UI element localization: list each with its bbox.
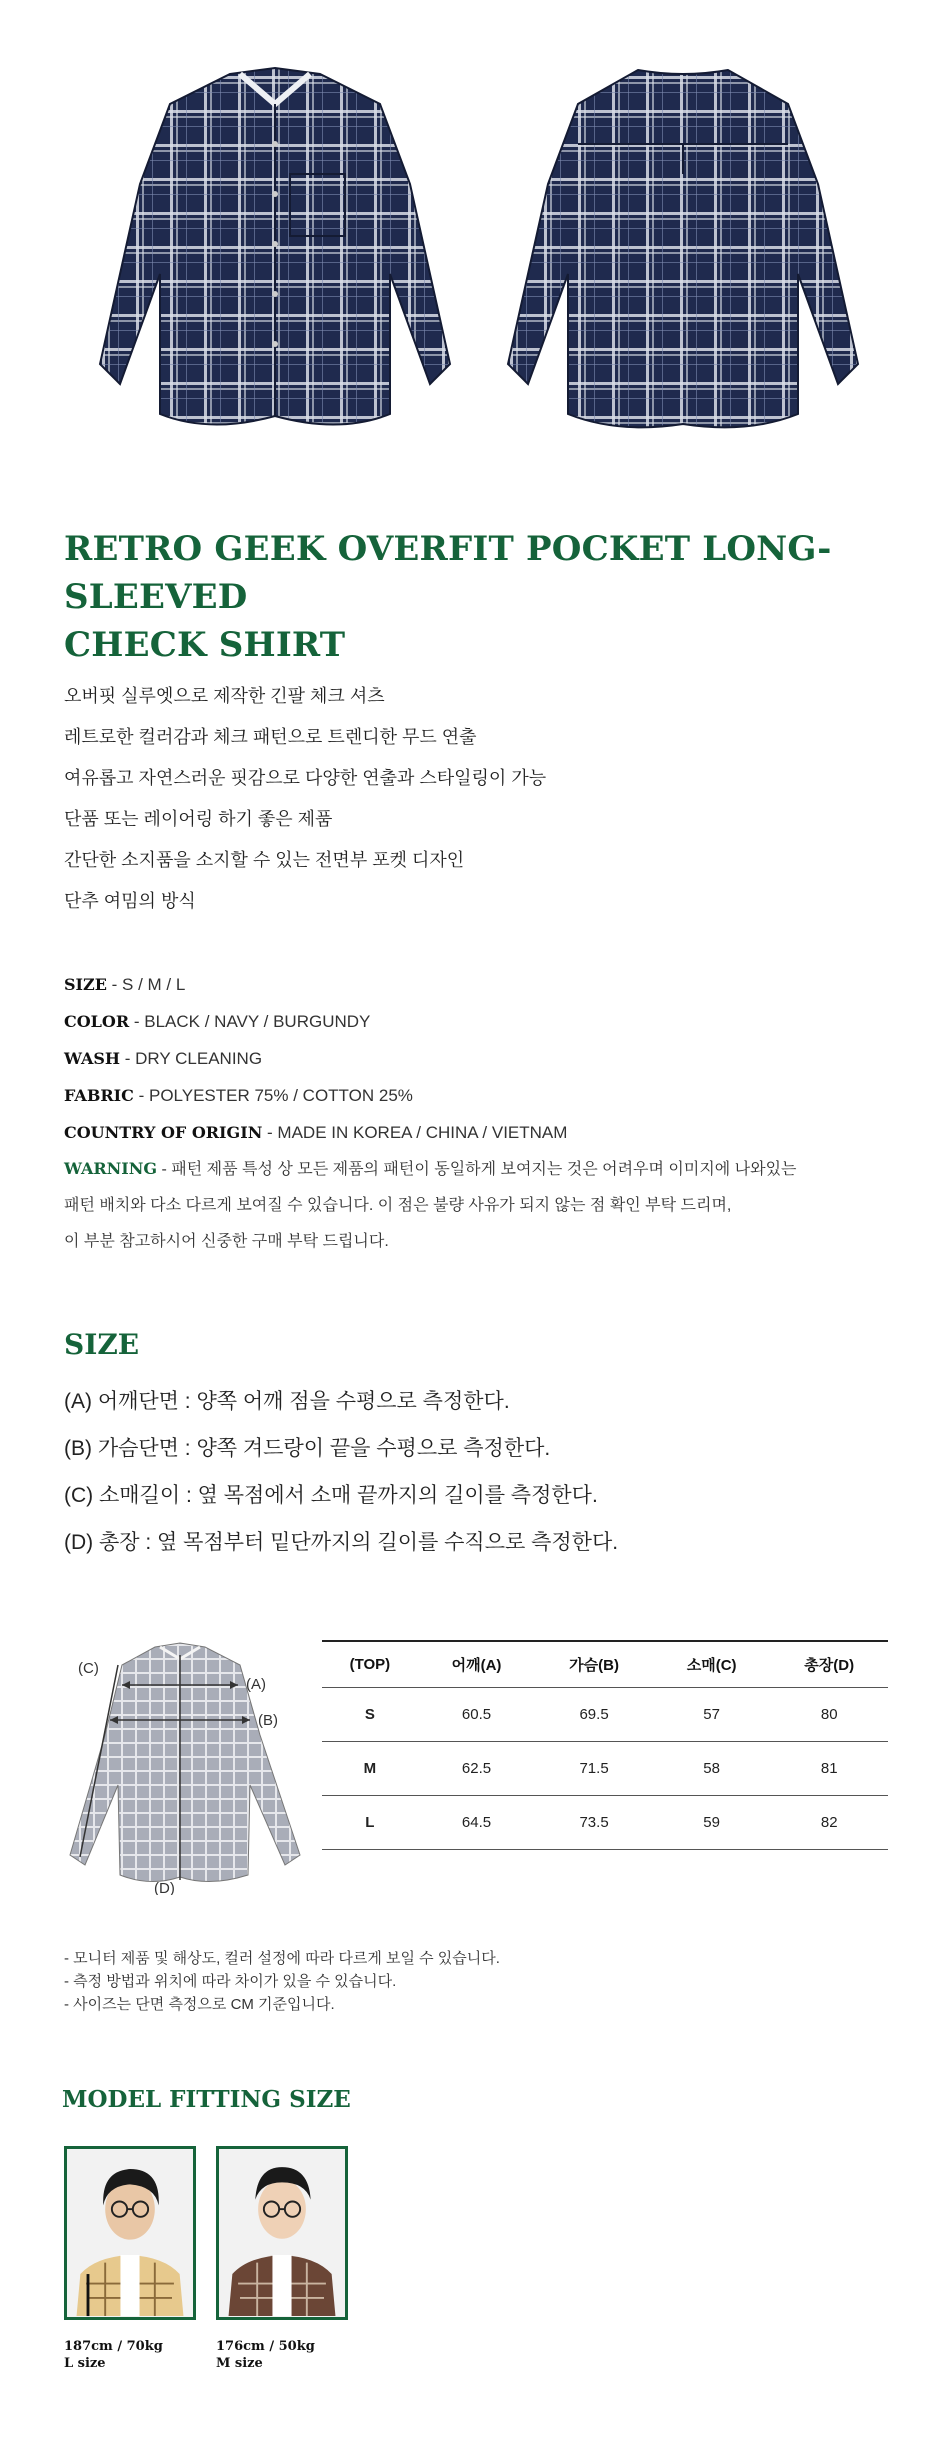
table-cell: 64.5 <box>418 1795 536 1849</box>
description-line: 간단한 소지품을 소지할 수 있는 전면부 포켓 디자인 <box>64 850 465 870</box>
product-title-line2: CHECK SHIRT <box>64 625 346 665</box>
table-header-cell: 가슴(B) <box>535 1641 653 1687</box>
model-1-size: L size <box>64 2356 106 2371</box>
diagram-label-a: (A) <box>246 1676 266 1693</box>
model-photo-1 <box>64 2146 196 2320</box>
spec-key: FABRIC <box>64 1086 134 1105</box>
spec-key: COUNTRY OF ORIGIN <box>64 1123 263 1142</box>
table-cell-size: L <box>322 1795 418 1849</box>
table-row <box>322 1687 888 1741</box>
spec-value: S / M / L <box>122 975 186 994</box>
spec-value: POLYESTER 75% / COTTON 25% <box>148 1086 413 1105</box>
table-cell: 62.5 <box>418 1741 536 1795</box>
spec-value: BLACK / NAVY / BURGUNDY <box>144 1012 371 1031</box>
description-line: 레트로한 컬러감과 체크 패턴으로 트렌디한 무드 연출 <box>64 727 477 747</box>
diagram-label-c: (C) <box>78 1660 99 1677</box>
model-2-image <box>219 2149 345 2317</box>
size-table <box>322 1640 888 1850</box>
note-line: - 사이즈는 단면 측정으로 CM 기준입니다. <box>64 1996 335 2013</box>
table-header-cell: 어깨(A) <box>418 1641 536 1687</box>
model-2-stats: 176cm / 50kg <box>216 2339 315 2354</box>
spec-value: MADE IN KOREA / CHINA / VIETNAM <box>277 1123 568 1142</box>
table-header-cell: (TOP) <box>322 1641 418 1687</box>
product-description <box>64 676 546 922</box>
diagram-label-b: (B) <box>258 1712 278 1729</box>
model-2-caption <box>216 2338 315 2372</box>
warning-text: 패턴 제품 특성 상 모든 제품의 패턴이 동일하게 보여지는 것은 어려우며 이미지에 나와있는 <box>171 1161 797 1178</box>
spec-origin: COUNTRY OF ORIGIN - MADE IN KOREA / CHINA / VIETNAM <box>64 1123 568 1142</box>
measurement-guide <box>64 1378 618 1566</box>
table-cell: 60.5 <box>418 1687 536 1741</box>
spec-size: SIZE - S / M / L <box>64 975 186 994</box>
table-cell: 82 <box>770 1795 888 1849</box>
warning-line1: WARNING - 패턴 제품 특성 상 모든 제품의 패턴이 동일하게 보여지는 것은 어려우며 이미지에 나와있는 <box>64 1159 797 1178</box>
size-diagram <box>60 1625 310 1895</box>
table-cell: 81 <box>770 1741 888 1795</box>
warning-line2: 패턴 배치와 다소 다르게 보여질 수 있습니다. 이 점은 불량 사유가 되지 않는 점 확인 부탁 드리며, <box>64 1197 732 1214</box>
spec-key: COLOR <box>64 1012 130 1031</box>
note-line: - 측정 방법과 위치에 따라 차이가 있을 수 있습니다. <box>64 1973 397 1990</box>
size-diagram-shirt <box>60 1625 310 1895</box>
model-2-size: M size <box>216 2356 263 2371</box>
spec-key: WASH <box>64 1049 121 1068</box>
product-photo-front <box>90 64 460 464</box>
spec-wash: WASH - DRY CLEANING <box>64 1049 263 1068</box>
spec-color: COLOR - BLACK / NAVY / BURGUNDY <box>64 1012 371 1031</box>
table-row <box>322 1741 888 1795</box>
table-cell: 69.5 <box>535 1687 653 1741</box>
spec-fabric: FABRIC - POLYESTER 75% / COTTON 25% <box>64 1086 413 1105</box>
shirt-front-image <box>90 64 460 464</box>
product-photo-back <box>498 64 868 464</box>
description-line: 여유롭고 자연스러운 핏감으로 다양한 연출과 스타일링이 가능 <box>64 768 547 788</box>
note-line: - 모니터 제품 및 해상도, 컬러 설정에 따라 다르게 보일 수 있습니다. <box>64 1950 500 1967</box>
table-header-cell: 총장(D) <box>770 1641 888 1687</box>
product-title-line1: RETRO GEEK OVERFIT POCKET LONG-SLEEVED <box>64 529 832 617</box>
table-cell-size: S <box>322 1687 418 1741</box>
model-1-image <box>67 2149 193 2317</box>
table-cell: 59 <box>653 1795 771 1849</box>
model-1-stats: 187cm / 70kg <box>64 2339 163 2354</box>
product-specs <box>64 966 904 1260</box>
spec-value: DRY CLEANING <box>135 1049 263 1068</box>
table-cell: 73.5 <box>535 1795 653 1849</box>
size-notes <box>64 1947 500 2016</box>
table-header-cell: 소매(C) <box>653 1641 771 1687</box>
model-fitting-heading: MODEL FITTING SIZE <box>62 2086 351 2113</box>
size-heading: SIZE <box>64 1328 140 1361</box>
warning-key: WARNING <box>64 1159 158 1178</box>
table-cell: 57 <box>653 1687 771 1741</box>
product-title <box>64 525 904 669</box>
table-row <box>322 1795 888 1849</box>
measure-c: (C) 소매길이 : 옆 목점에서 소매 끝까지의 길이를 측정한다. <box>64 1484 598 1507</box>
warning-line3: 이 부분 참고하시어 신중한 구매 부탁 드립니다. <box>64 1233 389 1250</box>
model-1-caption <box>64 2338 163 2372</box>
shirt-back-image <box>498 64 868 464</box>
table-cell: 58 <box>653 1741 771 1795</box>
table-cell: 80 <box>770 1687 888 1741</box>
description-line: 오버핏 실루엣으로 제작한 긴팔 체크 셔츠 <box>64 686 385 706</box>
diagram-label-d: (D) <box>154 1880 175 1895</box>
measure-a: (A) 어깨단면 : 양쪽 어깨 점을 수평으로 측정한다. <box>64 1390 510 1413</box>
description-line: 단추 여밈의 방식 <box>64 891 196 911</box>
description-line: 단품 또는 레이어링 하기 좋은 제품 <box>64 809 333 829</box>
table-cell: 71.5 <box>535 1741 653 1795</box>
table-header-row <box>322 1641 888 1687</box>
model-photo-2 <box>216 2146 348 2320</box>
measure-d: (D) 총장 : 옆 목점부터 밑단까지의 길이를 수직으로 측정한다. <box>64 1531 619 1554</box>
table-cell-size: M <box>322 1741 418 1795</box>
spec-key: SIZE <box>64 975 107 994</box>
measure-b: (B) 가슴단면 : 양쪽 겨드랑이 끝을 수평으로 측정한다. <box>64 1437 551 1460</box>
